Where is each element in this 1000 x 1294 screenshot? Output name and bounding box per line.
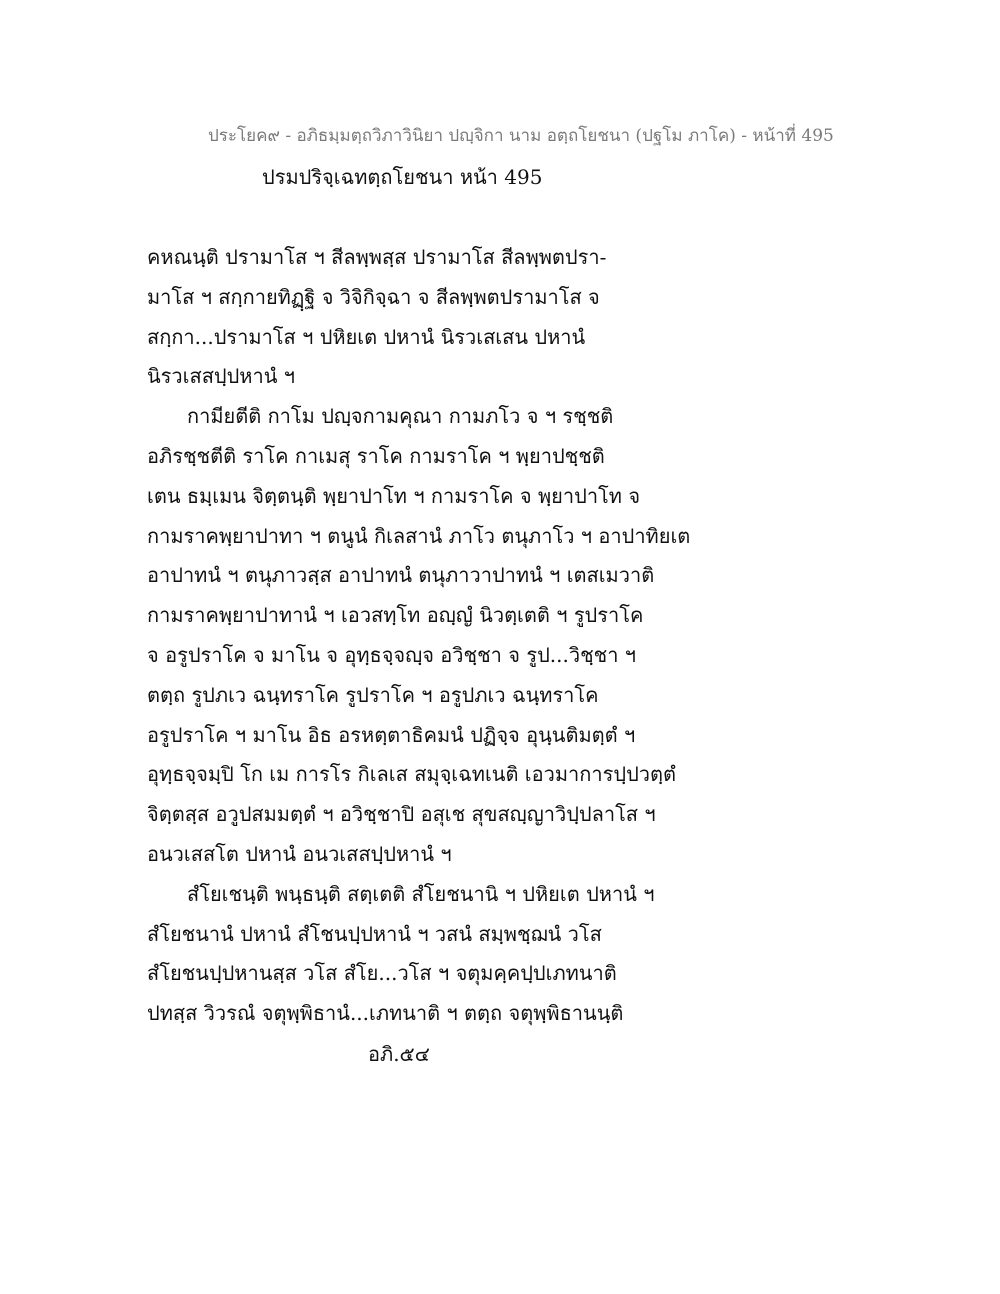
text-line: จิตฺตสฺส อวูปสมมตฺตํ ฯ อวิชฺชาปิ อสุเช สุขสญฺญาวิปฺปลาโส ฯ [147,802,656,827]
text-line: กามียตีติ กาโม ปญฺจกามคุณา กามภโว จ ฯ รชฺชติ [187,404,614,429]
text-line: จ อรูปราโค จ มาโน จ อุทฺธจฺจญฺจ อวิชฺชา จ รูป...วิชฺชา ฯ [147,642,637,667]
text-line: กามราคพฺยาปาทา ฯ ตนูนํ กิเลสานํ ภาโว ตนุภาโว ฯ อาปาทิยเต [147,523,691,548]
text-line: กามราคพฺยาปาทานํ ฯ เอวสทฺโท อญฺญํ นิวตฺเตติ ฯ รูปราโค [147,603,644,628]
text-line: อนวเสสโต ปหานํ อนวเสสปฺปหานํ ฯ [147,841,452,866]
running-header: ประโยค๙ - อภิธมฺมตฺถวิภาวินิยา ปญฺจิกา นาม อตฺถโยชนา (ปฐโม ภาโค) - หน้าที่ 495 [208,126,834,146]
text-line: อภิรชฺชตีติ ราโค กาเมสุ ราโค กามราโค ฯ พฺยาปชฺชติ [147,443,605,468]
text-line: มาโส ฯ สกฺกายทิฏฺฐิ จ วิจิกิจฺฉา จ สีลพฺพตปรามาโส จ [147,284,600,309]
text-line: ตตฺถ รูปภเว ฉนฺทราโค รูปราโค ฯ อรูปภเว ฉนฺทราโค [147,682,599,707]
body-text [147,238,707,1034]
text-line: เตน ธมฺเมน จิตฺตนฺติ พฺยาปาโท ฯ กามราโค จ พฺยาปาโท จ [147,483,641,508]
text-line: อรูปราโค ฯ มาโน อิธ อรหตฺตาธิคมนํ ปฏิจฺจ อุนฺนติมตฺตํ ฯ [147,722,636,747]
text-line: อุทฺธจฺจมฺปิ โก เม การโร กิเลเส สมุจฺเฉทเนติ เอวมาการปฺปวตฺตํ [147,762,676,787]
text-line: สํโยเชนฺติ พนฺธนฺติ สตฺเตติ สํโยชนานิ ฯ ปหิยเต ปหานํ ฯ [187,881,655,906]
text-line: อาปาทนํ ฯ ตนุภาวสฺส อาปาทนํ ตนุภาวาปาทนํ ฯ เตสเมวาติ [147,563,655,588]
text-line: สํโยชนปฺปหานสฺส วโส สํโย...วโส ฯ จตุมคฺคปฺปเภทนาติ [147,961,617,986]
text-line: นิรวเสสปฺปหานํ ฯ [147,364,295,389]
text-line: ปทสฺส วิวรณํ จตุพฺพิธานํ...เภทนาติ ฯ ตตฺถ จตุพฺพิธานนฺติ [147,1001,624,1026]
text-line: สกฺกา...ปรามาโส ฯ ปหิยเต ปหานํ นิรวเสเสน ปหานํ [147,324,586,349]
page-marker: อภิ.๕๔ [368,1042,430,1066]
text-line: คหณนฺติ ปรามาโส ฯ สีลพฺพสฺส ปรามาโส สีลพฺพตปรา- [147,245,607,269]
text-line: สํโยชนานํ ปหานํ สํโชนปฺปหานํ ฯ วสนํ สมฺพชฺฌนํ วโส [147,921,602,946]
section-title: ปรมปริจฺเฉทตฺถโยชนา หน้า 495 [262,165,543,189]
